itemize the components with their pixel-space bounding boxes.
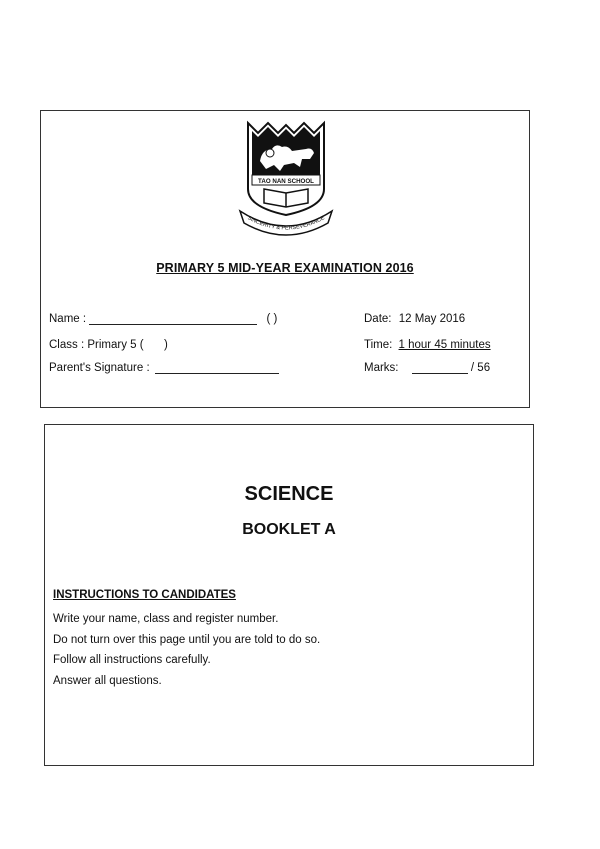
school-crest-logo bbox=[236, 119, 336, 237]
booklet-label: BOOKLET A bbox=[242, 521, 336, 538]
class-label: Class : Primary 5 ( bbox=[49, 339, 144, 351]
instruction-item: Answer all questions. bbox=[53, 674, 162, 687]
exam-title: PRIMARY 5 MID-YEAR EXAMINATION 2016 bbox=[156, 261, 414, 275]
instruction-item: Follow all instructions carefully. bbox=[53, 654, 211, 666]
marks-blank[interactable] bbox=[412, 373, 468, 374]
marks-total: / 56 bbox=[470, 362, 491, 374]
time-value: 1 hour 45 minutes bbox=[398, 339, 491, 351]
time-label: Time: bbox=[364, 339, 393, 351]
parent-signature-label: Parent's Signature : bbox=[49, 362, 150, 374]
name-blank[interactable] bbox=[89, 324, 257, 325]
marks-field bbox=[364, 362, 490, 374]
instructions-heading: INSTRUCTIONS TO CANDIDATES bbox=[53, 589, 236, 601]
class-close-paren: ) bbox=[163, 339, 168, 351]
science-booklet-box bbox=[44, 424, 534, 766]
date-field bbox=[364, 313, 465, 325]
crest-motto: SINCERITY & PERSEVERANCE bbox=[246, 215, 326, 232]
instruction-item: Write your name, class and register number. bbox=[53, 613, 279, 625]
crest-school-name: TAO NAN SCHOOL bbox=[258, 178, 314, 185]
instructions-list bbox=[53, 609, 320, 691]
date-value: 12 May 2016 bbox=[398, 313, 466, 325]
exam-header-box bbox=[40, 110, 530, 408]
parent-signature-field bbox=[49, 362, 279, 374]
marks-label: Marks: bbox=[364, 362, 399, 374]
time-field bbox=[364, 339, 491, 351]
register-number-paren: ( ) bbox=[266, 313, 278, 325]
subject-title: SCIENCE bbox=[244, 483, 334, 505]
instruction-item: Do not turn over this page until you are told to do so. bbox=[53, 633, 321, 646]
name-label: Name : bbox=[49, 313, 87, 325]
class-field bbox=[49, 339, 168, 351]
name-field bbox=[49, 313, 277, 325]
parent-signature-blank[interactable] bbox=[155, 373, 279, 374]
date-label: Date: bbox=[364, 313, 392, 325]
